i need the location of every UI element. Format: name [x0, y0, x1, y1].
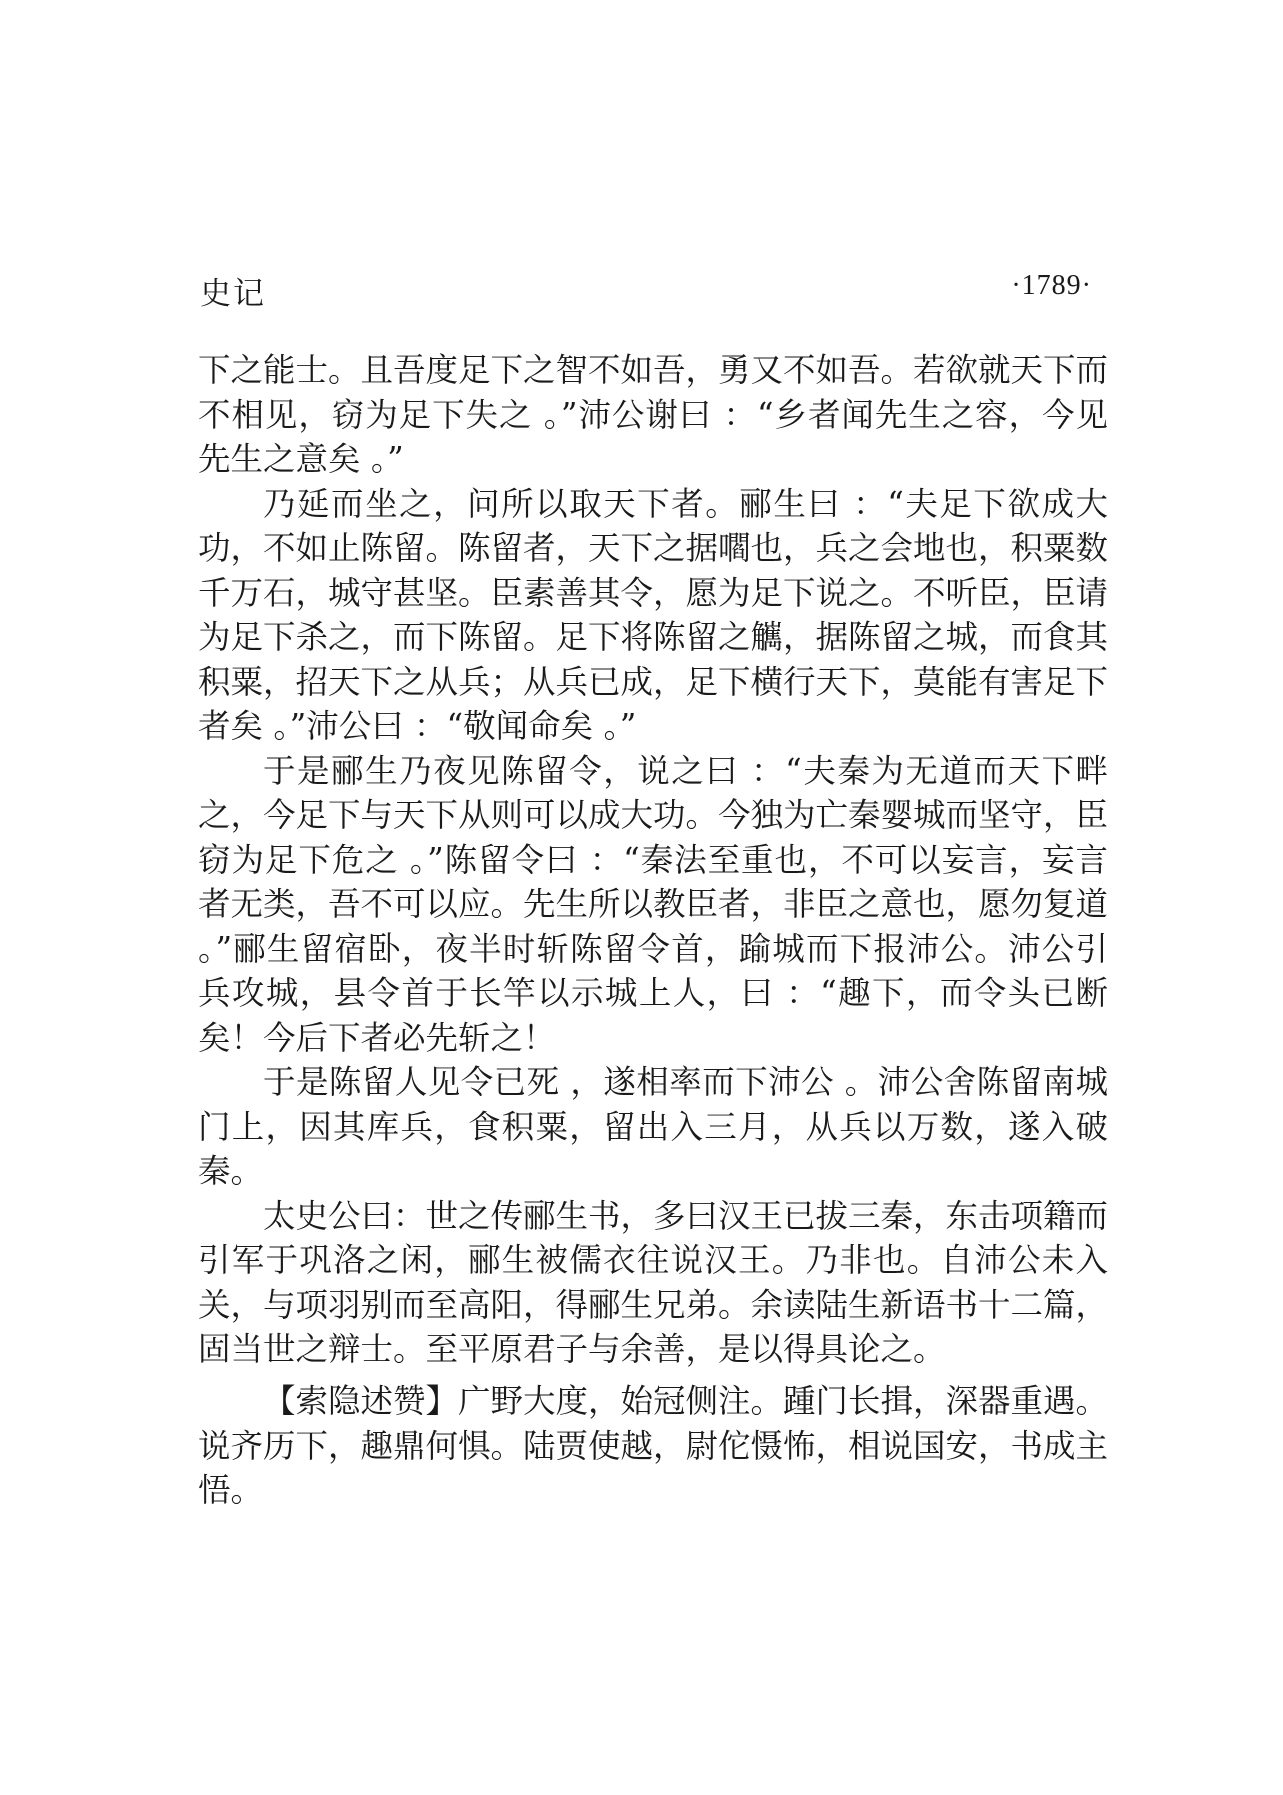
main-text: [198, 348, 1108, 1372]
suoyin-zan-section: [198, 1379, 1108, 1513]
book-title: 史记: [200, 276, 266, 312]
paragraph-taishigong: 太史公曰：世之传郦生书，多曰汉王已拔三秦，东击项籍而引军于巩洛之闲，郦生被儒衣往说汉王。乃非也。自沛公未入关，与项羽别而至高阳，得郦生兄弟。余读陆生新语书十二篇，固当世之辩士。至平原君子与余善，是以得具论之。: [198, 1196, 1109, 1368]
running-header: [200, 268, 1092, 312]
paragraph: 乃延而坐之，问所以取天下者。郦生曰 ：“夫足下欲成大功，不如止陈留。陈留者，天下之据嚪也，兵之会地也，积粟数千万石，城守甚坚。臣素善其令，愿为足下说之。不听臣，臣请为足下杀之，而下陈留。足下将陈留之觽，据陈留之城，而食其积粟，招天下之从兵；从兵已成，足下横行天下，莫能有害足下者矣 。”沛公曰 ：“敬闻命矣 。”: [198, 484, 1109, 745]
page-number: ·1789·: [1011, 270, 1092, 301]
paragraph-continued: 下之能士。且吾度足下之智不如吾，勇又不如吾。若欲就天下而不相见，窃为足下失之 。”沛公谢曰 ：“乡者闻先生之容，今见先生之意矣 。”: [198, 351, 1109, 478]
paragraph: 于是陈留人见令已死 ，遂相率而下沛公 。沛公舍陈留南城门上，因其库兵，食积粟，留出入三月，从兵以万数，遂入破秦。: [198, 1063, 1108, 1190]
suoyin-zan-text: 【索隐述赞】广野大度，始冠侧注。踵门长揖，深器重遇。说齐历下，趣鼎何惧。陆贾使越，尉佗慑怖，相说国安，书成主悟。: [198, 1382, 1109, 1509]
paragraph: 于是郦生乃夜见陈留令，说之曰 ：“夫秦为无道而天下畔之，今足下与天下从则可以成大功。今独为亡秦婴城而坚守，臣窃为足下危之 。”陈留令曰 ：“秦法至重也，不可以妄言，妄言者无类，吾不可以应。先生所以教臣者，非臣之意也，愿勿复道 。”郦生留宿卧，夜半时斩陈留令首，踰城而下报沛公。沛公引兵攻城，县令首于长竿以示城上人，曰 ：“趣下，而令头已断矣！今后下者必先斩之！: [198, 751, 1109, 1057]
